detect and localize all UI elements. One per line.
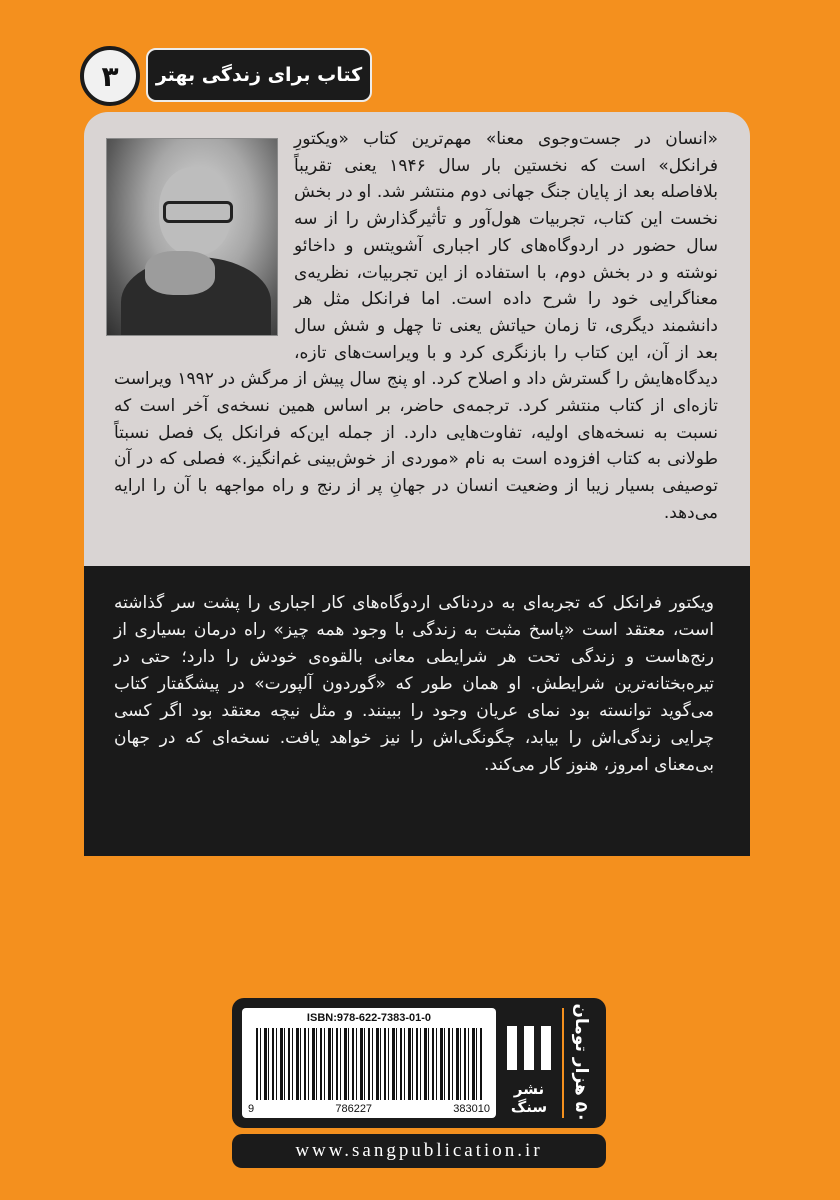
series-title: کتاب برای زندگی بهتر — [146, 48, 372, 102]
barcode-digit-left: 9 — [248, 1103, 255, 1115]
quote-panel — [84, 566, 750, 856]
three-bars-logo-icon — [507, 1026, 551, 1070]
book-description-text: «انسان در جست‌وجوی معنا» مهم‌ترین کتاب «ویکتورِ فرانکل» است که نخستین بار سال ۱۹۴۶ یعنی تقریباً بلافاصله بعد از پایان جنگ جهانی دوم منتشر شد. او در بخش نخست این کتاب، تجربیات هول‌آور و تأثیرگذارش را از سه سال حضور در اردوگاه‌های کار اجباری آشویتس و داخائو نوشته و در بخش دوم، با استفاده از این تجربیات، نظریه‌ی معناگرایی خود را شرح داده است. اما فرانکل مثل هر دانشمند دیگری، تا زمان حیاتش یعنی تا چهل و شش سال بعد از آن، این کتاب را بازنگری کرد و با ویراست‌های تازه، دیدگاه‌هایش را گسترش داد و اصلاح کرد. او پنج سال پیش از مرگش در ۱۹۹۲ ویراست تازه‌ای از کتاب منتشر کرد. ترجمه‌ی حاضر، بر اساس همین نسخه‌ی آخر است که نسبت به نسخه‌های اولیه، تفاوت‌هایی دارد. از جمله این‌که فرانکل یک فصل نسبتاً طولانی به کتاب افزوده است به نام «موردی از خوش‌بینی غم‌انگیز.» فصلی که در آن توصیفی بسیار زیبا از وضعیت انسان در جهانِ پر از رنج و راه مواجهه با آن را ارایه می‌دهد. — [114, 129, 718, 523]
author-photo — [106, 138, 278, 336]
author-philosophy-text: ویکتور فرانکل که تجربه‌ای به دردناکی اردوگاه‌های کار اجباری را پشت سر گذاشته است، معتقد است «پاسخ مثبت به زندگی با وجود همه چیز» راه درمان بسیاری از رنج‌هاست و زندگی تحت هر شرایطی معانی بالقوه‌ی خودش را دارد؛ حتی در تیره‌بختانه‌ترین شرایطش. او همان طور که «گوردون آلپورت» در پیشگفتار کتاب می‌گوید توانسته بود نمای عریان وجود را ببینند. و مثل نیچه معتقد بود اگر کسی چرایی زندگی‌اش را بیابد، چگونگی‌اش را نیز خواهد یافت. نسخه‌ای که در جهان بی‌معنای امروز، هنوز کار می‌کند. — [114, 593, 714, 775]
price-box — [562, 1003, 598, 1123]
isbn-label: ISBN:978-622-7383-01-0 — [306, 1012, 432, 1024]
description-panel — [84, 112, 750, 566]
publisher-info-block — [232, 998, 606, 1128]
barcode-digit-right: 383010 — [453, 1103, 490, 1115]
author-photo-hands — [145, 251, 215, 295]
publisher-website: www.sangpublication.ir — [232, 1134, 606, 1168]
price-label: ۵۰ هزار تومان — [571, 1003, 591, 1123]
publisher-name: نشر سنگ — [510, 1080, 548, 1116]
barcode-digit-middle: 786227 — [335, 1103, 373, 1115]
series-number-badge: ۳ — [80, 46, 140, 106]
publisher-logo — [504, 1008, 554, 1118]
barcode-digits — [242, 1103, 496, 1115]
barcode — [242, 1008, 496, 1118]
barcode-bars — [256, 1028, 482, 1100]
author-photo-glasses — [163, 201, 233, 223]
